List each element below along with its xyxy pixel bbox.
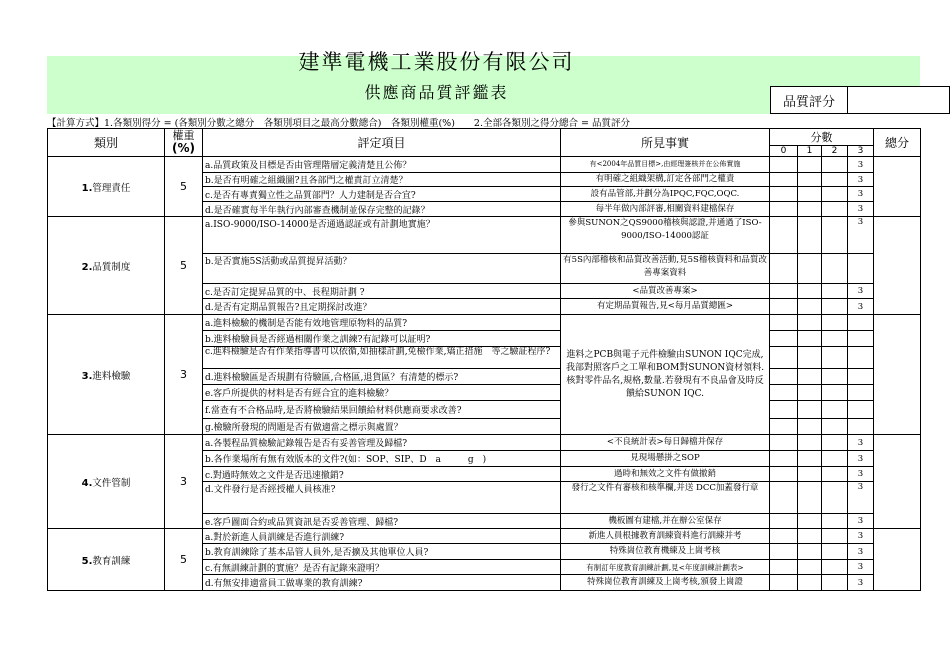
score-1-cell[interactable] <box>798 544 822 560</box>
score-1-cell[interactable] <box>798 401 822 419</box>
score-3-cell[interactable]: 3 <box>848 482 874 514</box>
score-0-cell[interactable] <box>770 451 798 467</box>
observation-cell[interactable]: 進料之PCB與電子元件檢驗由SUNON IQC完成,我部對照客戶之工單和BOM對SUNON資材領料.核對零件品名,規格,數量.若發現有不良品會及時反饋給SUNON IQC. <box>561 315 770 435</box>
category-cell: 2.品質制度 <box>48 217 165 315</box>
score-1-cell[interactable] <box>798 299 822 315</box>
item-cell: a.各製程品質檢驗記錄報告是否有妥善管理及歸檔? <box>203 435 561 451</box>
table-row <box>48 217 921 254</box>
score-3-cell[interactable] <box>848 401 874 419</box>
observation-cell[interactable]: <品質改善專案> <box>561 284 770 299</box>
observation-cell[interactable]: 參與SUNON之QS9000稽核與認證,并通過了ISO-9000/ISO-14000認証 <box>561 217 770 254</box>
score-1-cell[interactable] <box>798 369 822 385</box>
score-0-cell[interactable] <box>770 419 798 435</box>
score-2-cell[interactable] <box>822 467 848 482</box>
weight-cell: 5 <box>165 529 203 591</box>
header-item: 評定項目 <box>203 129 561 157</box>
item-cell: b.是否有明確之組織圖?且各部門之權責訂立清楚？ <box>203 173 561 187</box>
score-3-cell[interactable]: 3 <box>848 157 874 173</box>
score-2-cell[interactable] <box>822 315 848 331</box>
quality-score-box <box>770 86 950 114</box>
observation-cell[interactable]: 有制訂年度教育訓練計劃,見<年度訓練計劃表> <box>561 560 770 575</box>
score-0-cell[interactable] <box>770 331 798 347</box>
item-cell: f.當查有不合格品時,是否將檢驗結果回饋給材料供應商要求改善? <box>203 401 561 419</box>
category-cell: 1.管理責任 <box>48 157 165 217</box>
score-3-cell[interactable]: 3 <box>848 451 874 467</box>
observation-cell[interactable]: 特殊崗位教育機練及上崗考核 <box>561 544 770 560</box>
observation-cell[interactable]: 有5S內部稽核和品質改善活動,見5S稽核資料和品質改善專案資料 <box>561 254 770 284</box>
quality-score-field[interactable] <box>847 86 950 114</box>
score-3-cell[interactable]: 3 <box>848 575 874 591</box>
score-2-cell[interactable] <box>822 187 848 202</box>
score-3-cell[interactable]: 3 <box>848 173 874 187</box>
score-0-cell[interactable] <box>770 385 798 401</box>
score-2-cell[interactable] <box>822 217 848 254</box>
item-cell: e.客戶圖面合約或品質資訊是否妥善管理、歸檔? <box>203 514 561 529</box>
score-3-cell[interactable] <box>848 369 874 385</box>
score-1-cell[interactable] <box>798 331 822 347</box>
table-row <box>48 435 921 451</box>
score-0-cell[interactable] <box>770 315 798 331</box>
item-cell: a.品質政策及目標是否由管理階層定義清楚且公佈？ <box>203 157 561 173</box>
header-weight: 權重 (%) <box>165 129 203 157</box>
score-2-cell[interactable] <box>822 575 848 591</box>
item-cell: d.進料檢驗區是否規劃有待驗區,合格區,退貨區？有清楚的標示? <box>203 369 561 385</box>
item-cell: a.進料檢驗的機制是否能有效地管理原物料的品質? <box>203 315 561 331</box>
observation-cell[interactable]: 每半年做內部評審,相關資料建檔保存 <box>561 202 770 217</box>
score-3-cell[interactable]: 3 <box>848 560 874 575</box>
observation-cell[interactable]: 有<2004年品質目標>,由經理簽核并在公佈實施 <box>561 157 770 173</box>
score-3-cell[interactable]: 3 <box>848 514 874 529</box>
score-3-cell[interactable]: 3 <box>848 284 874 299</box>
header-score: 分數 <box>770 129 874 146</box>
score-0-cell[interactable] <box>770 254 798 284</box>
header-score-level: 0 <box>770 146 798 157</box>
observation-cell[interactable]: 有明確之組織架構,訂定各部門之權責 <box>561 173 770 187</box>
score-1-cell[interactable] <box>798 529 822 544</box>
score-1-cell[interactable] <box>798 254 822 284</box>
score-1-cell[interactable] <box>798 202 822 217</box>
score-3-cell[interactable] <box>848 385 874 401</box>
item-cell: c.是否有專責獨立性之品質部門？人力建制是否合宜? <box>203 187 561 202</box>
score-0-cell[interactable] <box>770 467 798 482</box>
score-2-cell[interactable] <box>822 173 848 187</box>
score-2-cell[interactable] <box>822 401 848 419</box>
score-0-cell[interactable] <box>770 284 798 299</box>
item-cell: c.有無訓練計劃的實施？是否有記錄來證明？ <box>203 560 561 575</box>
score-0-cell[interactable] <box>770 347 798 369</box>
score-0-cell[interactable] <box>770 529 798 544</box>
score-1-cell[interactable] <box>798 482 822 514</box>
score-3-cell[interactable] <box>848 331 874 347</box>
score-0-cell[interactable] <box>770 202 798 217</box>
score-2-cell[interactable] <box>822 482 848 514</box>
category-cell: 4.文件管制 <box>48 435 165 529</box>
score-3-cell[interactable]: 3 <box>848 529 874 544</box>
score-1-cell[interactable] <box>798 451 822 467</box>
observation-cell[interactable]: 特殊崗位教育訓練及上崗考核,頒發上崗證 <box>561 575 770 591</box>
weight-cell: 3 <box>165 435 203 529</box>
score-2-cell[interactable] <box>822 435 848 451</box>
score-0-cell[interactable] <box>770 482 798 514</box>
score-3-cell[interactable]: 3 <box>848 202 874 217</box>
score-2-cell[interactable] <box>822 347 848 369</box>
evaluation-table <box>47 128 921 591</box>
category-cell: 3.進料檢驗 <box>48 315 165 435</box>
header-category: 類別 <box>48 129 165 157</box>
calculation-method: 【計算方式】1.各類別得分 = (各類別分數之總分 各類別項目之最高分數總合) 各類別權重(%) 2.全部各類別之得分總合 = 品質評分 <box>47 118 630 129</box>
score-1-cell[interactable] <box>798 173 822 187</box>
header-total: 總分 <box>874 129 921 157</box>
weight-cell: 5 <box>165 217 203 315</box>
score-3-cell[interactable]: 3 <box>848 544 874 560</box>
score-3-cell[interactable]: 3 <box>848 435 874 451</box>
score-0-cell[interactable] <box>770 187 798 202</box>
score-1-cell[interactable] <box>798 284 822 299</box>
score-0-cell[interactable] <box>770 369 798 385</box>
observation-cell[interactable]: 發行之文件有審核和核準欄,并送 DCC加蓋發行章 <box>561 482 770 514</box>
weight-cell: 5 <box>165 157 203 217</box>
score-2-cell[interactable] <box>822 369 848 385</box>
score-3-cell[interactable] <box>848 315 874 331</box>
quality-score-label: 品質評分 <box>770 86 847 114</box>
item-cell: e.客戶所提供的材料是否有經合宜的進料檢驗？ <box>203 385 561 401</box>
score-1-cell[interactable] <box>798 187 822 202</box>
score-2-cell[interactable] <box>822 514 848 529</box>
score-2-cell[interactable] <box>822 451 848 467</box>
company-name: 建準電機工業股份有限公司 <box>298 50 575 74</box>
score-0-cell[interactable] <box>770 560 798 575</box>
observation-cell[interactable]: 機板圖有建檔,并在辦公室保存 <box>561 514 770 529</box>
score-2-cell[interactable] <box>822 157 848 173</box>
score-3-cell[interactable] <box>848 419 874 435</box>
score-3-cell[interactable]: 3 <box>848 299 874 315</box>
score-0-cell[interactable] <box>770 575 798 591</box>
score-0-cell[interactable] <box>770 299 798 315</box>
form-title: 供應商品質評鑑表 <box>364 83 509 102</box>
score-0-cell[interactable] <box>770 173 798 187</box>
score-2-cell[interactable] <box>822 284 848 299</box>
item-cell: b.各作業場所有無有效版本的文件?(如：SOP、SIP、D a g ) <box>203 451 561 467</box>
score-1-cell[interactable] <box>798 575 822 591</box>
score-0-cell[interactable] <box>770 514 798 529</box>
score-2-cell[interactable] <box>822 419 848 435</box>
score-3-cell[interactable]: 3 <box>848 217 874 254</box>
score-2-cell[interactable] <box>822 299 848 315</box>
item-cell: d.是否有定期品質報告?且定期探討改進？ <box>203 299 561 315</box>
score-2-cell[interactable] <box>822 544 848 560</box>
table-row <box>48 529 921 544</box>
observation-cell[interactable]: 見現場懸掛之SOP <box>561 451 770 467</box>
category-cell: 5.教育訓練 <box>48 529 165 591</box>
observation-cell[interactable]: <不良統計表>每日歸檔并保存 <box>561 435 770 451</box>
header-score-level: 3 <box>848 146 874 157</box>
score-3-cell[interactable] <box>848 254 874 284</box>
item-cell: a.ISO-9000/ISO-14000是否通過認証或有計劃地實施？ <box>203 217 561 254</box>
score-1-cell[interactable] <box>798 560 822 575</box>
item-cell: d.是否確實每半年執行內部審查機制並保存完整的記錄？ <box>203 202 561 217</box>
total-cell[interactable] <box>874 435 921 529</box>
observation-cell[interactable]: 過時和無效之文件有做撤銷 <box>561 467 770 482</box>
score-1-cell[interactable] <box>798 347 822 369</box>
score-1-cell[interactable] <box>798 435 822 451</box>
total-cell[interactable] <box>874 217 921 315</box>
score-1-cell[interactable] <box>798 385 822 401</box>
score-0-cell[interactable] <box>770 157 798 173</box>
score-3-cell[interactable] <box>848 347 874 369</box>
observation-cell[interactable]: 有定期品質報告,見<每月品質總匯> <box>561 299 770 315</box>
item-cell: b.進料檢驗員是否經過相關作業之訓練?有記錄可以証明? <box>203 331 561 347</box>
item-cell: b.教育訓練除了基本品管人員外,是否擴及其他單位人員? <box>203 544 561 560</box>
table-row <box>48 315 921 331</box>
score-1-cell[interactable] <box>798 157 822 173</box>
score-0-cell[interactable] <box>770 401 798 419</box>
item-cell: c.進料檢驗是否有作業指導書可以依循,如抽樣計劃,免檢作業,矯正措施 等之驗証程序? <box>203 347 561 369</box>
score-1-cell[interactable] <box>798 419 822 435</box>
score-0-cell[interactable] <box>770 217 798 254</box>
header-score-level: 1 <box>798 146 822 157</box>
item-cell: b.是否實施5S活動或品質提昇活動？ <box>203 254 561 284</box>
score-3-cell[interactable]: 3 <box>848 187 874 202</box>
score-2-cell[interactable] <box>822 529 848 544</box>
item-cell: d.文件發行是否經授權人員核准? <box>203 482 561 514</box>
score-1-cell[interactable] <box>798 217 822 254</box>
score-1-cell[interactable] <box>798 514 822 529</box>
total-cell[interactable] <box>874 157 921 217</box>
score-2-cell[interactable] <box>822 560 848 575</box>
observation-cell[interactable]: 設有品管部,并劃分為IPQC,FQC,OQC. <box>561 187 770 202</box>
score-3-cell[interactable]: 3 <box>848 467 874 482</box>
score-0-cell[interactable] <box>770 435 798 451</box>
score-2-cell[interactable] <box>822 385 848 401</box>
item-cell: a.對於新進人員訓練是否進行訓練? <box>203 529 561 544</box>
score-1-cell[interactable] <box>798 315 822 331</box>
item-cell: c.是否訂定提昇品質的中、長程期計劃 ? <box>203 284 561 299</box>
total-cell[interactable] <box>874 315 921 435</box>
item-cell: g.檢驗所發現的問題是否有做適當之標示與處置？ <box>203 419 561 435</box>
score-0-cell[interactable] <box>770 544 798 560</box>
score-1-cell[interactable] <box>798 467 822 482</box>
header-score-level: 2 <box>822 146 848 157</box>
score-2-cell[interactable] <box>822 202 848 217</box>
observation-cell[interactable]: 新進人員根據教育訓練資料進行訓練并考 <box>561 529 770 544</box>
item-cell: c.對過時無效之文件是否迅速撤銷? <box>203 467 561 482</box>
header-observation: 所見事實 <box>561 129 770 157</box>
weight-cell: 3 <box>165 315 203 435</box>
score-2-cell[interactable] <box>822 254 848 284</box>
item-cell: d.有無安排適當員工做專業的教育訓練? <box>203 575 561 591</box>
total-cell[interactable] <box>874 529 921 591</box>
score-2-cell[interactable] <box>822 331 848 347</box>
table-row <box>48 157 921 173</box>
